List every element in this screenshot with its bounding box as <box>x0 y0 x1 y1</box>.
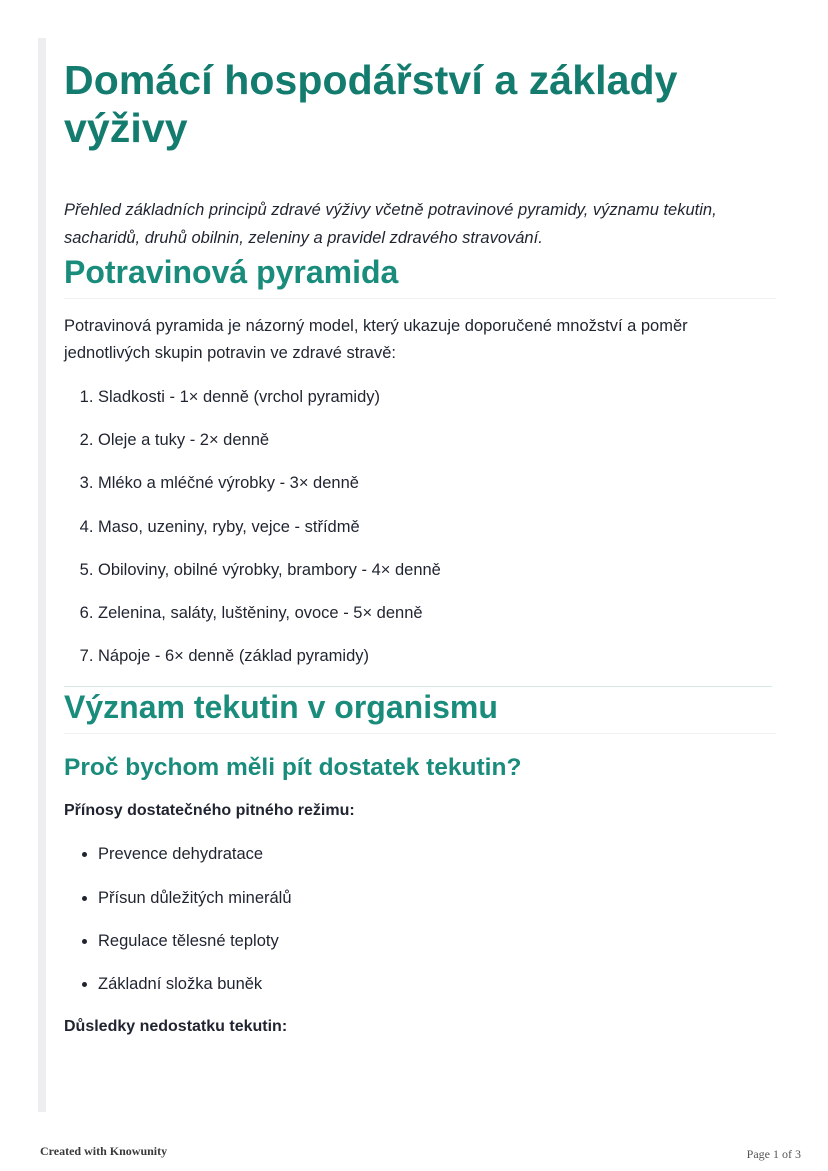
list-item: • Přísun důležitých minerálů <box>98 885 776 912</box>
intro-paragraph: Přehled základních principů zdravé výživy včetně potravinové pyramidy, významu tekutin, sacharidů, druhů obilnin, zeleniny a pravidel zdravého stravování. <box>64 201 717 247</box>
list-item: 4. Maso, uzeniny, ryby, vejce - střídmě <box>98 514 776 541</box>
footer-page-number: Page 1 of 3 <box>746 1147 801 1161</box>
page-title: Domácí hospodářství a základy výživy <box>64 57 678 151</box>
pyramid-paragraph: Potravinová pyramida je názorný model, který ukazuje doporučené množství a poměr jednotlivých skupin potravin ve zdravé stravě: <box>64 317 688 362</box>
consequences-label: Důsledky nedostatku tekutin: <box>64 1018 288 1036</box>
list-item: 1. Sladkosti - 1× denně (vrchol pyramidy) <box>98 384 776 411</box>
list-item: • Regulace tělesné teploty <box>98 928 776 955</box>
section-heading-food-pyramid: Potravinová pyramida <box>64 252 776 299</box>
list-item: • Základní složka buněk <box>98 971 776 998</box>
list-item: 6. Zelenina, saláty, luštěniny, ovoce - 5× denně <box>98 600 776 627</box>
benefits-list <box>64 841 776 998</box>
document-body <box>64 56 776 1040</box>
subheading-why-drink: Proč bychom měli pít dostatek tekutin? <box>64 754 522 782</box>
list-item: 2. Oleje a tuky - 2× denně <box>98 427 776 454</box>
list-item: 3. Mléko a mléčné výrobky - 3× denně <box>98 470 776 497</box>
list-item: • Prevence dehydratace <box>98 841 776 868</box>
list-item: 5. Obiloviny, obilné výrobky, brambory - 4× denně <box>98 557 776 584</box>
pyramid-list <box>64 384 776 670</box>
section-heading-fluids: Význam tekutin v organismu <box>64 687 776 734</box>
list-item: 7. Nápoje - 6× denně (základ pyramidy) <box>98 643 776 670</box>
footer-created-with: Created with Knowunity <box>40 1144 168 1158</box>
benefits-label: Přínosy dostatečného pitného režimu: <box>64 802 355 820</box>
left-margin-rule <box>38 38 46 1112</box>
